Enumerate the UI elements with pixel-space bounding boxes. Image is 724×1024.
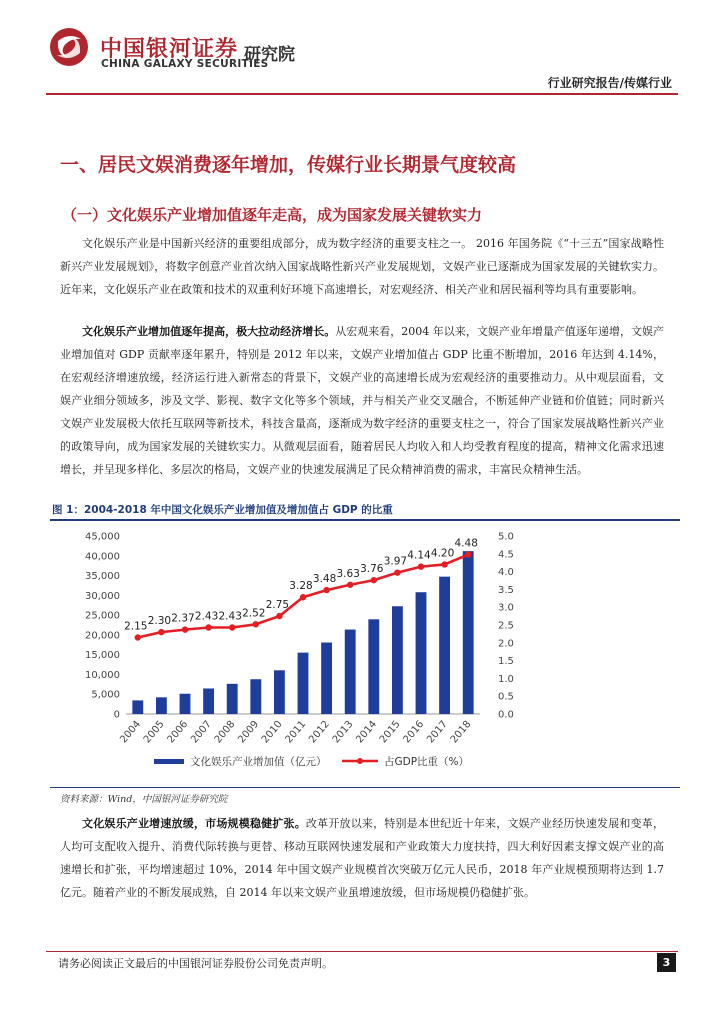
report-category: 行业研究报告/传媒行业 (547, 76, 672, 90)
left-axis-tick-label: 30,000 (85, 590, 120, 602)
x-axis-tick-label: 2009 (236, 718, 262, 746)
legend-label-bar: 文化娱乐产业增加值（亿元） (190, 756, 327, 768)
left-axis-tick-label: 35,000 (85, 571, 120, 583)
section-heading: 一、居民文娱消费逐年增加，传媒行业长期景气度较高 (60, 154, 517, 176)
paragraph-market-lead: 文化娱乐产业增速放缓，市场规模稳健扩张。 (82, 817, 306, 830)
line-point (347, 582, 353, 588)
right-axis-tick-label: 2.0 (498, 638, 514, 650)
bar (392, 606, 403, 714)
bar (203, 688, 214, 714)
line-data-label: 2.43 (194, 610, 219, 623)
right-axis-tick-label: 0.0 (498, 709, 514, 721)
bar-series (126, 551, 480, 714)
line-data-label: 4.48 (454, 537, 478, 550)
x-axis-tick-label: 2006 (165, 718, 191, 746)
legend-label-line: 占GDP比重（%） (384, 756, 470, 768)
bar (368, 619, 379, 714)
x-axis-tick-label: 2012 (307, 718, 332, 746)
paragraph-market-body: 改革开放以来，特别是本世纪近十年来，文娱产业经历快速发展和变革，人均可支配收入提升、消费代际转换与更替、移动互联网快速发展和产业政策大力度扶持，四大利好因素支撑文娱产业的高速增长和扩张，平均增速超过 10%，2014 年中国文娱产业规模首次突破万亿元人民币，2018 年产业规模预期将达到 1.7 亿元。随着产业的不断发展成熟，自 2014 年以来文娱产业虽增速放缓，但市场规模仍稳健扩张。 (60, 817, 664, 899)
page-number: 3 (657, 953, 676, 972)
line-point (229, 624, 235, 630)
line-point (394, 569, 400, 575)
left-axis (85, 532, 120, 721)
line-data-label: 2.37 (171, 612, 195, 625)
line-data-label: 2.43 (218, 610, 242, 623)
right-axis-tick-label: 3.0 (498, 602, 514, 614)
line-point (300, 594, 306, 600)
left-axis-tick-label: 25,000 (85, 610, 120, 622)
bar (345, 630, 356, 714)
line-data-label: 2.75 (265, 599, 290, 612)
left-axis-tick-label: 5,000 (91, 689, 120, 701)
paragraph-growth-body: 从宏观来看，2004 年以来，文娱产业年增量产值逐年递增，文娱产业增加值对 GDP 贡献率逐年累升，特别是 2012 年以来，文娱产业增加值占 GDP 比重不断增加，2016 年达到 4.14%，在宏观经济增速放缓，经济运行进入新常态的背景下，文娱产业的高速增长成为宏观经济的重要推动力。从中观层面看，文娱产业细分领域多，涉及文学、影视、数字文化等多个领域，并与相关产业交叉融合，不断延伸产业链和价值链；同时新兴文娱产业发展极大依托互联网等新技术，科技含量高，逐渐成为数字经济的重要支柱之一，符合了国家发展战略性新兴产业的政策导向，成为国家发展的关键软实力。从微观层面看，随着居民人均收入和人均受教育程度的提高，精神文化需求迅速增长，并呈现多样化、多层次的格局，文娱产业的快速发展满足了民众精神消费的需求，丰富民众精神生活。 (60, 325, 664, 476)
paragraph-growth-lead: 文化娱乐产业增加值逐年提高，极大拉动经济增长。 (82, 325, 336, 338)
line-point (276, 613, 282, 619)
subsection-heading: （一）文化娱乐产业增加值逐年走高，成为国家发展关键软实力 (62, 206, 483, 224)
line-point (182, 626, 188, 632)
right-axis-tick-label: 3.5 (498, 584, 514, 596)
x-axis-tick-label: 2007 (189, 718, 214, 746)
bar (180, 694, 191, 714)
paragraph-growth (60, 320, 664, 481)
line-point (158, 629, 164, 635)
line-point (323, 587, 329, 593)
institute-label: 研究院 (244, 45, 295, 65)
x-axis-tick-label: 2008 (212, 718, 238, 746)
x-axis-tick-label: 2017 (425, 718, 450, 746)
brand-name-cn: 中国银河证券 (100, 37, 239, 62)
line-data-label: 3.97 (383, 555, 408, 568)
chart-legend (154, 755, 469, 768)
right-axis (498, 532, 514, 721)
figure-bottom-rule (50, 787, 680, 788)
company-logo-icon (48, 26, 90, 68)
legend-swatch-bar (154, 759, 184, 764)
bar (321, 643, 332, 714)
line-point (465, 551, 471, 557)
line-point (135, 634, 141, 640)
line-point (441, 561, 447, 567)
line-data-label: 4.20 (430, 547, 455, 560)
line-point (418, 563, 424, 569)
line-data-label: 3.63 (336, 567, 360, 580)
line-data-label: 2.15 (124, 620, 148, 633)
line-point (371, 577, 377, 583)
x-axis-tick-label: 2016 (401, 718, 427, 746)
right-axis-tick-label: 4.5 (498, 549, 514, 561)
figure-top-rule (50, 519, 680, 521)
left-axis-tick-label: 10,000 (85, 669, 120, 681)
figure-title: 图 1：2004-2018 年中国文化娱乐产业增加值及增加值占 GDP 的比重 (52, 504, 393, 516)
chart-area (60, 524, 672, 786)
bar (274, 670, 285, 714)
paragraph-market (60, 812, 664, 904)
line-data-label: 3.48 (312, 573, 337, 586)
footer-divider (46, 951, 678, 952)
left-axis-tick-label: 0 (113, 709, 120, 721)
bar (250, 679, 261, 714)
right-axis-tick-label: 2.5 (498, 620, 514, 632)
x-axis-tick-label: 2018 (448, 718, 474, 746)
bar (156, 697, 167, 714)
right-axis-tick-label: 0.5 (498, 691, 514, 703)
line-data-label: 2.52 (242, 607, 266, 620)
bar (463, 551, 474, 714)
x-axis-labels (118, 719, 473, 746)
x-axis-tick-label: 2010 (259, 718, 285, 746)
bar (227, 684, 238, 714)
bar (132, 700, 143, 714)
paragraph-intro: 文化娱乐产业是中国新兴经济的重要组成部分，成为数字经济的重要支柱之一。 2016 年国务院《“十三五”国家战略性新兴产业发展规划》，将数字创意产业首次纳入国家战略性新兴产业发展规划，文娱产业已逐渐成为国家发展的关键软实力。近年来，文化娱乐产业在政策和技术的双重利好环境下高速增长，对宏观经济、相关产业和居民福利等均具有重要影响。 (60, 237, 664, 296)
line-data-label: 3.28 (289, 580, 313, 593)
header-divider (46, 93, 678, 95)
x-axis-tick-label: 2013 (330, 718, 356, 746)
bar (416, 592, 427, 714)
x-axis-tick-label: 2014 (354, 718, 380, 746)
bar (439, 577, 450, 714)
line-data-label: 4.14 (407, 549, 431, 562)
right-axis-tick-label: 1.0 (498, 673, 514, 685)
left-axis-tick-label: 45,000 (85, 531, 120, 543)
x-axis-tick-label: 2015 (377, 718, 403, 746)
bar (298, 653, 309, 714)
figure-source: 资料来源：Wind，中国银河证券研究院 (60, 794, 228, 805)
legend-marker-line (357, 758, 363, 764)
line-point (205, 624, 211, 630)
footer-disclaimer: 请务必阅读正文最后的中国银河证券股份公司免责声明。 (58, 957, 333, 970)
brand-name-en: CHINA GALAXY SECURITIES (101, 58, 269, 70)
right-axis-tick-label: 1.5 (498, 656, 514, 668)
line-data-label: 3.76 (360, 563, 384, 576)
right-axis-tick-label: 4.0 (498, 567, 514, 579)
line-point (253, 621, 259, 627)
left-axis-tick-label: 20,000 (85, 630, 120, 642)
x-axis-tick-label: 2004 (118, 718, 144, 746)
x-axis-tick-label: 2005 (141, 718, 167, 746)
line-data-label: 2.30 (147, 615, 172, 628)
left-axis-tick-label: 15,000 (85, 650, 120, 662)
x-axis-tick-label: 2011 (283, 718, 309, 746)
left-axis-tick-label: 40,000 (85, 551, 120, 563)
right-axis-tick-label: 5.0 (498, 531, 514, 543)
